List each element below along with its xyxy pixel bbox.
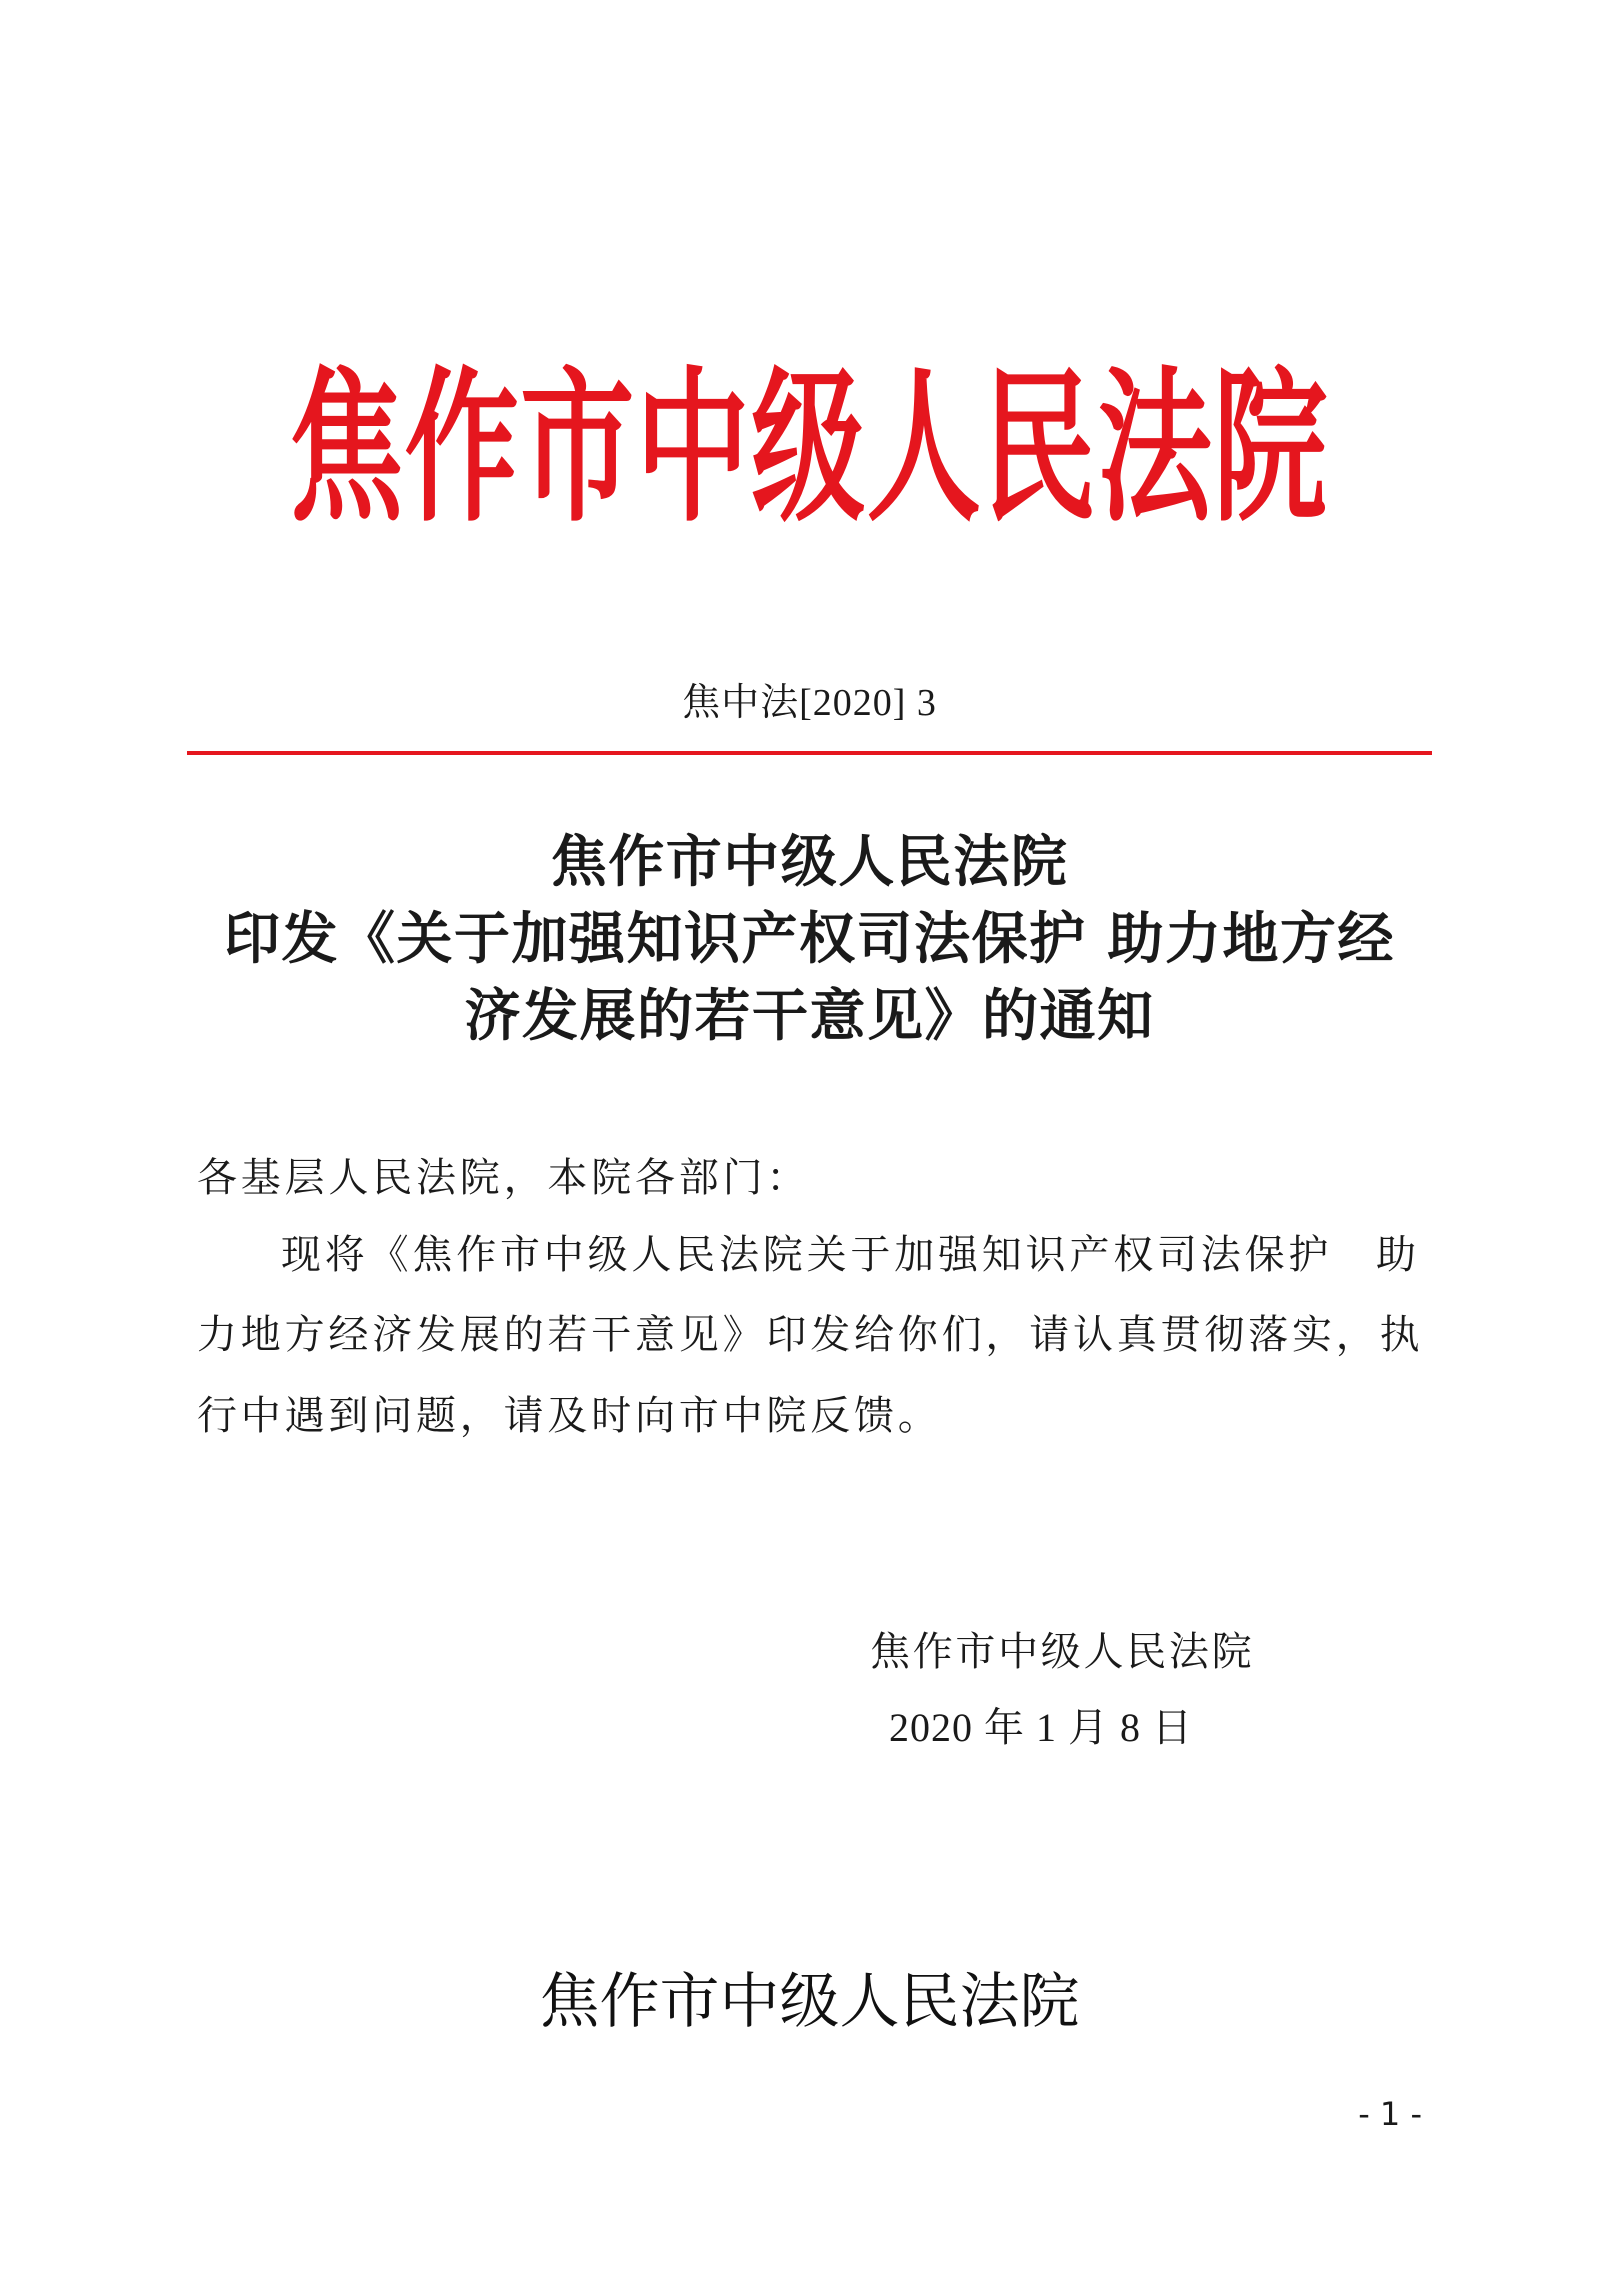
body-line: 现将《焦作市中级人民法院关于加强知识产权司法保护 助 [281,1232,1420,1277]
red-divider [187,751,1432,755]
body-line: 行中遇到问题，请及时向市中院反馈。 [197,1393,942,1438]
document-title [187,824,1432,1055]
document-number: 焦中法[2020] 3 [682,682,937,724]
signature-issuer: 焦作市中级人民法院 [870,1629,1255,1674]
title-line: 济发展的若干意见》的通知 [464,983,1155,1049]
body-line: 力地方经济发展的若干意见》印发给你们，请认真贯彻落实，执 [197,1312,1424,1357]
title-line: 焦作市中级人民法院 [550,829,1069,895]
footer-org-name: 焦作市中级人民法院 [539,1967,1080,2037]
page-number: - 1 - [1358,2095,1422,2133]
letterhead [14,351,1604,545]
letterhead-org-name: 焦作市中级人民法院 [289,351,1329,545]
title-line: 印发《关于加强知识产权司法保护 助力地方经 [224,906,1395,972]
salutation: 各基层人民法院，本院各部门： [197,1155,811,1200]
signature-date: 2020 年 1 月 8 日 [889,1705,1193,1750]
